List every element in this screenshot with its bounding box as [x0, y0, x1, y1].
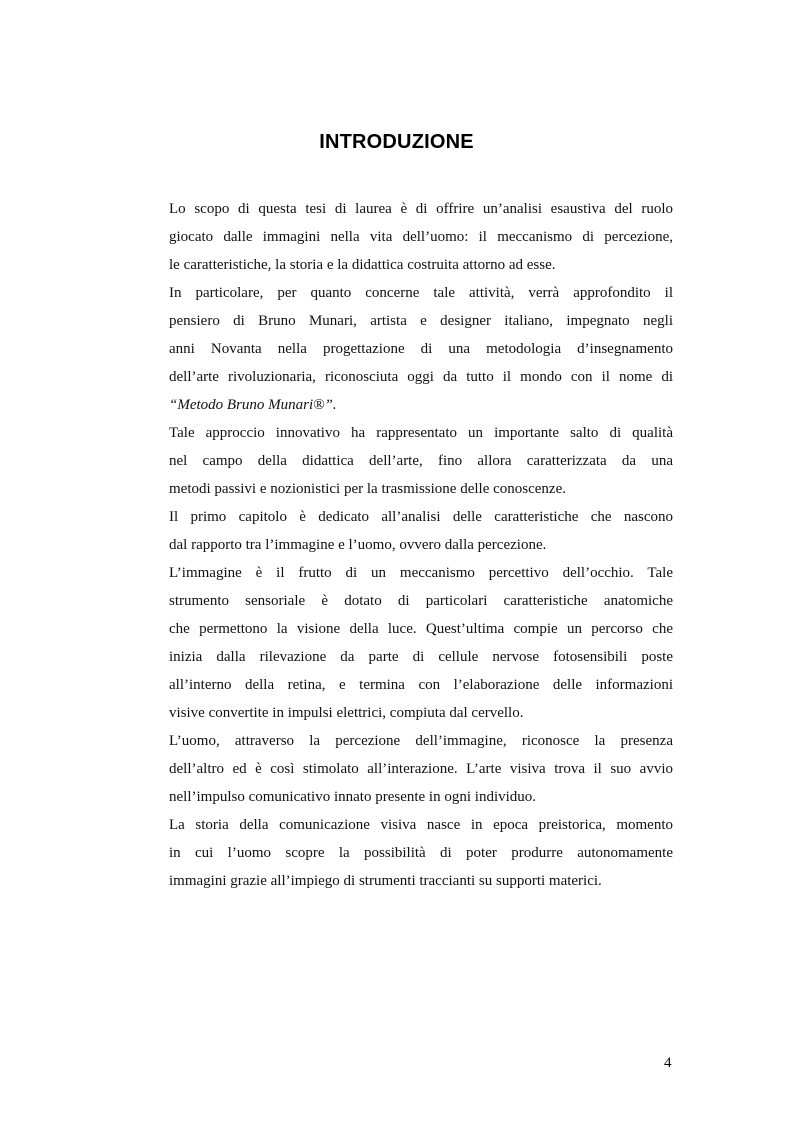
text-line: immagini grazie all’impiego di strumenti traccianti su supporti materici. [169, 873, 602, 889]
text-line: dell’altro ed è così stimolato all’interazione. L’arte visiva trova il suo avvio [169, 761, 673, 777]
paragraph [169, 559, 673, 727]
text-line: strumento sensoriale è dotato di particolari caratteristiche anatomiche [169, 593, 673, 609]
text-line: che permettono la visione della luce. Quest’ultima compie un percorso che [169, 621, 673, 637]
text-line: visive convertite in impulsi elettrici, compiuta dal cervello. [169, 705, 524, 721]
page-title: INTRODUZIONE [319, 131, 474, 153]
text-line: dell’arte rivoluzionaria, riconosciuta oggi da tutto il mondo con il nome di [169, 369, 673, 385]
page-number: 4 [664, 1055, 672, 1071]
text-line: all’interno della retina, e termina con l’elaborazione delle informazioni [169, 677, 673, 693]
body-text [169, 195, 673, 895]
text-line: nel campo della didattica dell’arte, fino allora caratterizzata da una [169, 453, 673, 469]
text-line: La storia della comunicazione visiva nasce in epoca preistorica, momento [169, 817, 673, 833]
text-line: le caratteristiche, la storia e la didattica costruita attorno ad esse. [169, 257, 556, 273]
paragraph [169, 419, 673, 503]
text-line: Lo scopo di questa tesi di laurea è di offrire un’analisi esaustiva del ruolo [169, 201, 673, 217]
text-line: L’immagine è il frutto di un meccanismo percettivo dell’occhio. Tale [169, 565, 673, 581]
text-line: nell’impulso comunicativo innato presente in ogni individuo. [169, 789, 537, 805]
text-line: Il primo capitolo è dedicato all’analisi delle caratteristiche che nascono [169, 509, 673, 525]
text-line: Tale approccio innovativo ha rappresentato un importante salto di qualità [169, 425, 673, 441]
text-line: giocato dalle immagini nella vita dell’uomo: il meccanismo di percezione, [169, 229, 673, 245]
paragraph [169, 503, 673, 559]
text-line: in cui l’uomo scopre la possibilità di poter produrre autonomamente [169, 845, 673, 861]
method-name-line: “Metodo Bruno Munari®”. [169, 397, 337, 413]
text-line: metodi passivi e nozionistici per la trasmissione delle conoscenze. [169, 481, 566, 497]
text-line: pensiero di Bruno Munari, artista e designer italiano, impegnato negli [169, 313, 673, 329]
text-line: anni Novanta nella progettazione di una metodologia d’insegnamento [169, 341, 673, 357]
text-line: dal rapporto tra l’immagine e l’uomo, ovvero dalla percezione. [169, 537, 547, 553]
text-line: In particolare, per quanto concerne tale attività, verrà approfondito il [169, 285, 673, 301]
paragraph [169, 727, 673, 811]
text-line: inizia dalla rilevazione da parte di cellule nervose fotosensibili poste [169, 649, 673, 665]
paragraph [169, 811, 673, 895]
paragraph [169, 195, 673, 279]
paragraph [169, 279, 673, 419]
text-line: L’uomo, attraverso la percezione dell’immagine, riconosce la presenza [169, 733, 673, 749]
